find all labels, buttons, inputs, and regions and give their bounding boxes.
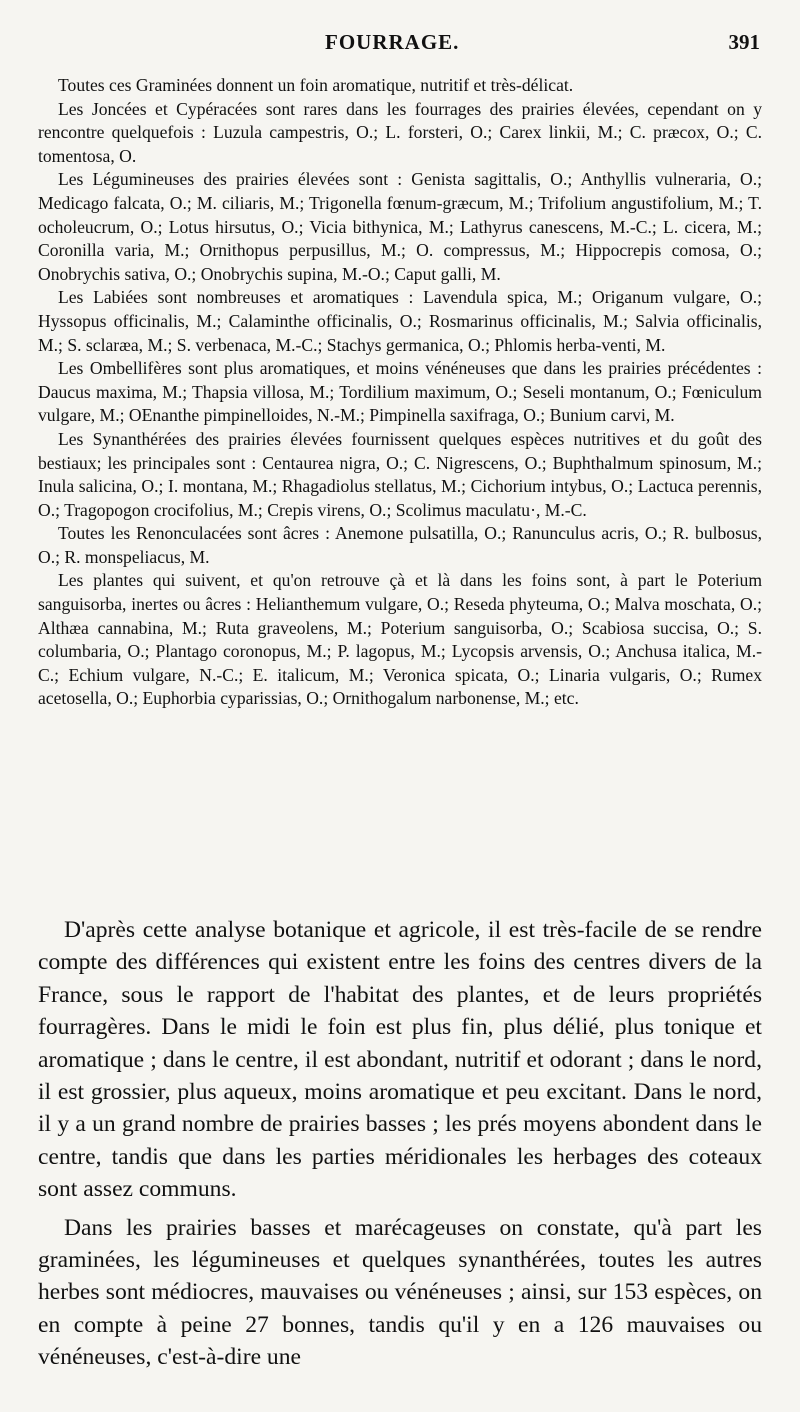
plant-list-section <box>38 74 762 711</box>
running-title: FOURRAGE. <box>325 30 460 54</box>
paragraph-prairies-basses: Dans les prairies basses et marécageuses on constate, qu'à part les graminées, les légumineuses et quelques synanthérées, toutes les autres herbes sont médiocres, mauvaises ou vénéneuses ; ainsi, sur 153 espèces, on en compte à peine 27 bonnes, tandis qu'il y en a 126 mauvaises ou vénéneuses, c'est-à-dire une <box>38 1214 762 1371</box>
paragraph-synantherees: Les Synanthérées des prairies élevées fournissent quelques espèces nutritives et du goût des bestiaux; les principales sont : Centaurea nigra, O.; C. Nigrescens, O.; Buphthalmum spinosum, M.; Inula salicina, O.; I. montana, M.; Rhagadiolus stellatus, M.; Cichorium intybus, O.; Lactuca perennis, O.; Tragopogon crocifolius, M.; Crepis virens, O.; Scolimus maculatu·, M.-C. <box>38 428 762 520</box>
paragraph-ombelliferes: Les Ombellifères sont plus aromatiques, et moins vénéneuses que dans les prairies précédentes : Daucus maxima, M.; Thapsia villosa, M.; Tordilium maximum, O.; Seseli montanum, O.; Fœniculum vulgare, M.; OEnanthe pimpinelloides, N.-M.; Pimpinella saxifraga, O.; Bunium carvi, M. <box>38 358 762 426</box>
paragraph-graminees: Toutes ces Graminées donnent un foin aromatique, nutritif et très-délicat. <box>58 75 574 95</box>
page-header <box>60 30 760 60</box>
paragraph-analyse: D'après cette analyse botanique et agricole, il est très-facile de se rendre compte des différences qui existent entre les foins des centres divers de la France, sous le rapport de l'habitat des plantes, et de leurs propriétés fourragères. Dans le midi le foin est plus fin, plus délié, plus tonique et aromatique ; dans le centre, il est abondant, nutritif et odorant ; dans le nord, il est grossier, plus aqueux, moins aromatique et peu excitant. Dans le nord, il y a un grand nombre de prairies basses ; les prés moyens abondent dans le centre, tandis que dans les parties méridionales les herbages des coteaux sont assez communs. <box>38 917 762 1203</box>
paragraph-joncees: Les Joncées et Cypéracées sont rares dans les fourrages des prairies élevées, cependant on y rencontre quelquefois : Luzula campestris, O.; L. forsteri, O.; Carex linkii, M.; C. præcox, O.; C. tomentosa, O. <box>38 98 762 166</box>
page-number: 391 <box>728 30 760 54</box>
paragraph-labiees: Les Labiées sont nombreuses et aromatiques : Lavendula spica, M.; Origanum vulgare, O.; Hyssopus officinalis, M.; Calaminthe officinalis, O.; Rosmarinus officinalis, M.; Salvia officinalis, M.; S. sclaræa, M.; S. verbenaca, M.-C.; Stachys germanica, O.; Phlomis herba-venti, M. <box>38 287 762 355</box>
analysis-section <box>38 914 762 1374</box>
paragraph-autres-plantes: Les plantes qui suivent, et qu'on retrouve çà et là dans les foins sont, à part le Poterium sanguisorba, inertes ou âcres : Helianthemum vulgare, O.; Reseda phyteuma, O.; Malva moschata, O.; Althæa cannabina, M.; Ruta graveolens, M.; Poterium sanguisorba, O.; Scabiosa succisa, O.; S. columbaria, O.; Plantago coronopus, M.; P. lagopus, M.; Lycopsis arvensis, O.; Anchusa italica, M.-C.; Echium vulgare, N.-C.; E. italicum, M.; Veronica spicata, O.; Linaria vulgaris, O.; Rumex acetosella, O.; Euphorbia cyparissias, O.; Ornithogalum narbonense, M.; etc. <box>38 570 762 709</box>
paragraph-renonculacees: Toutes les Renonculacées sont âcres : Anemone pulsatilla, O.; Ranunculus acris, O.; R. bulbosus, O.; R. monspeliacus, M. <box>38 523 762 567</box>
paragraph-legumineuses: Les Légumineuses des prairies élevées sont : Genista sagittalis, O.; Anthyllis vulneraria, O.; Medicago falcata, O.; M. ciliaris, M.; Trigonella fœnum-græcum, M.; Trifolium angustifolium, M.; T. ocholeucrum, O.; Lotus hirsutus, O.; Vicia bithynica, M.; Lathyrus canescens, M.-C.; L. cicera, M.; Coronilla varia, M.; Ornithopus perpusillus, M.; O. compressus, M.; Hippocrepis comosa, O.; Onobrychis sativa, O.; Onobrychis supina, M.-O.; Caput galli, M. <box>38 169 762 284</box>
